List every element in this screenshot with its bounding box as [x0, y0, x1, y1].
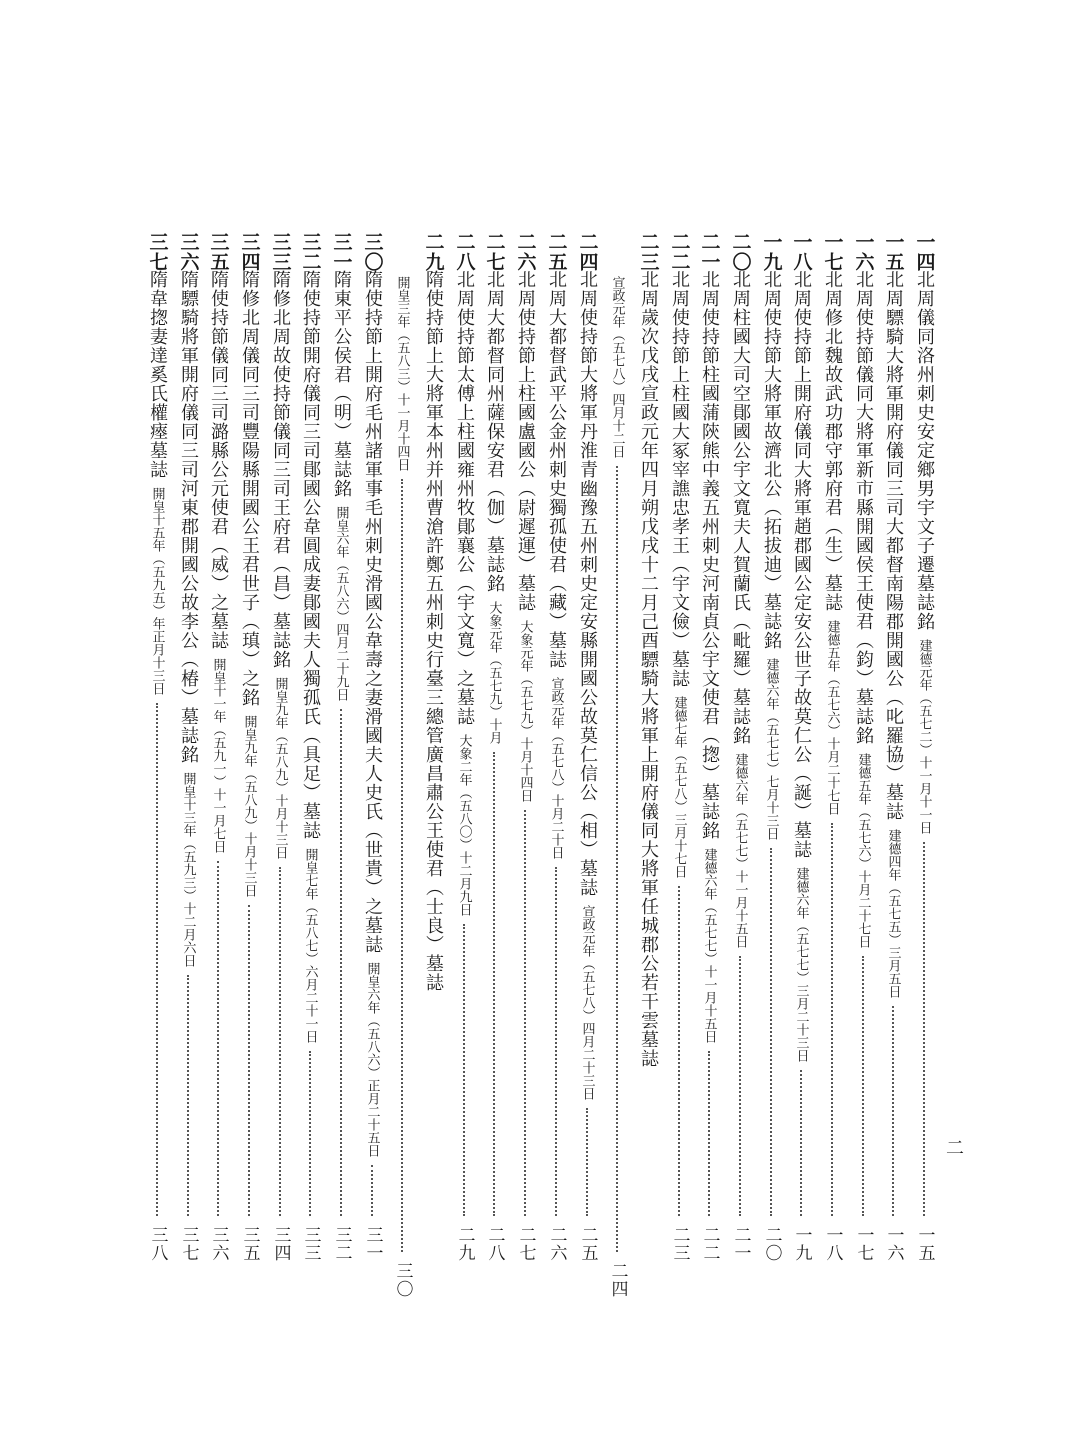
entry-date: 開皇七年（五八七）六月二十一日	[302, 848, 318, 1043]
dot-leader	[831, 823, 833, 1216]
dot-leader	[739, 956, 741, 1216]
entry-number: 三四	[238, 232, 261, 272]
dot-leader	[586, 1108, 588, 1216]
dot-leader	[463, 924, 465, 1216]
entry-number: 三〇	[361, 232, 384, 272]
entry-date: 建德四年（五七五）三月五日	[885, 829, 901, 998]
entry-date: 大象元年（五七九）十月十四日	[517, 620, 533, 802]
entry-page-number: 一五	[914, 1226, 935, 1262]
entry-number: 一四	[913, 232, 936, 272]
entry-page-number: 一七	[853, 1226, 874, 1262]
entry-date: 開皇十五年（五九五）年正月十三日	[149, 487, 165, 695]
dot-leader	[524, 810, 526, 1216]
entry-number: 二四	[576, 232, 599, 272]
entry-page-number: 二六	[546, 1226, 567, 1262]
dot-leader	[708, 1051, 710, 1216]
toc-entry	[450, 232, 478, 1262]
entry-page-number: 一六	[883, 1226, 904, 1262]
toc-entry	[726, 232, 754, 1262]
toc-entry	[910, 232, 938, 1262]
entry-number: 二二	[668, 232, 691, 272]
entry-title: 隋驃騎將軍開府儀同三司河東郡開國公故李公（椿）墓誌銘	[178, 270, 199, 764]
entry-number: 三七	[146, 232, 169, 272]
entry-number: 二六	[514, 232, 537, 272]
toc-entry	[879, 232, 907, 1262]
entry-date: 建德六年（五七七）三月二十三日	[793, 867, 809, 1062]
entry-title: 隋修北周故使持節儀同三司王府君（昌）墓誌銘	[270, 270, 291, 669]
entry-title: 北周使持節太傅上柱國雍州牧鄖襄公（宇文寬）之墓誌	[454, 270, 475, 726]
entry-title: 隋東平公侯君（明）墓誌銘	[331, 270, 352, 498]
entry-title: 北周使持節儀同大將軍新市縣開國侯王使君（鈞）墓誌銘	[853, 270, 874, 745]
entry-page-number: 二三	[669, 1226, 690, 1262]
entry-title: 隋使持節儀同三司潞縣公元使君（威）之墓誌	[208, 270, 229, 650]
entry-page-number: 二五	[577, 1226, 598, 1262]
entry-date: 大象二年（五八〇）十二月九日	[456, 734, 472, 916]
entry-title: 北周大都督武平公金州刺史獨孤使君（藏）墓誌	[546, 270, 567, 669]
entry-number: 二八	[453, 232, 476, 272]
toc-entry	[143, 232, 171, 1262]
toc-entry	[695, 232, 723, 1262]
dot-leader	[279, 867, 281, 1216]
dot-leader	[678, 886, 680, 1216]
dot-leader	[862, 956, 864, 1216]
entry-number: 三三	[269, 232, 292, 272]
entry-title: 北周柱國大司空鄖國公宇文寬夫人賀蘭氏（毗羅）墓誌銘	[730, 270, 751, 745]
entry-date: 建德七年（五七八）三月十七日	[671, 696, 687, 878]
toc-entry	[296, 232, 324, 1262]
entry-number: 三六	[177, 232, 200, 272]
entry-number: 一八	[790, 232, 813, 272]
toc-entry	[327, 232, 355, 1262]
dot-leader	[555, 867, 557, 1216]
toc-entry	[266, 232, 294, 1262]
entry-title: 北周使持節大將軍丹淮青幽豫五州刺史定安縣開國公故莫仁信公（相）墓誌	[577, 270, 598, 897]
page-folio: 二	[943, 1138, 964, 1156]
entry-title: 隋使持節上開府毛州諸軍事毛州刺史滑國公韋壽之妻滑國夫人史氏（世貴）之墓誌	[362, 270, 383, 954]
entry-title: 北周儀同洛州刺史安定鄉男宇文子遷墓誌銘	[914, 270, 935, 631]
entry-date: 開皇三年（五八三）十一月十四日	[394, 276, 410, 471]
dot-leader	[493, 752, 495, 1216]
entry-title: 隋使持節開府儀同三司鄖國公韋圓成妻鄖國夫人獨孤氏（具足）墓誌	[300, 270, 321, 840]
entry-number: 一五	[882, 232, 905, 272]
entry-number: 二九	[422, 232, 445, 272]
toc-entry	[757, 232, 785, 1262]
toc-entry	[480, 232, 508, 1262]
toc-entry	[358, 232, 386, 1262]
entry-number: 三二	[299, 232, 322, 272]
toc-entry	[665, 232, 693, 1262]
dot-leader	[923, 842, 925, 1216]
entry-number: 三五	[207, 232, 230, 272]
entry-date: 建德五年（五七六）十月二十七日	[824, 620, 840, 815]
dot-leader	[401, 479, 403, 1252]
entry-page-number: 三五	[239, 1226, 260, 1262]
dot-leader	[892, 1006, 894, 1216]
toc-entry	[511, 232, 539, 1262]
entry-date: 開皇十一年（五九一）十一月七日	[210, 658, 226, 853]
entry-page-number: 一九	[791, 1226, 812, 1262]
entry-title: 北周驃騎大將軍開府儀同三司大都督南陽郡開國公（叱羅協）墓誌	[883, 270, 904, 821]
toc-entry-continuation	[388, 268, 416, 1298]
dot-leader	[248, 905, 250, 1216]
toc-entry	[787, 232, 815, 1262]
toc-entry	[204, 232, 232, 1262]
toc-entry	[634, 232, 662, 1262]
entry-title: 北周歲次戊戌宣政元年四月朔戊戌十二月己酉驃騎大將軍上開府儀同大將軍任城郡公若干雲墓誌	[638, 270, 659, 1068]
entry-page-number: 三六	[208, 1226, 229, 1262]
entry-date: 宣政元年（五七八）四月十二日	[609, 276, 625, 458]
entry-page-number: 二二	[699, 1226, 720, 1262]
entry-date: 建德六年（五七七）十一月十五日	[732, 753, 748, 948]
entry-date: 宣政元年（五七八）十月二十日	[548, 677, 564, 859]
entry-date: 開皇九年（五八九）十月十三日	[241, 715, 257, 897]
entry-page-number: 二七	[515, 1226, 536, 1262]
entry-number: 二一	[698, 232, 721, 272]
entry-page-number: 二一	[730, 1226, 751, 1262]
entry-date: 建德六年（五七七）七月十三日	[763, 658, 779, 840]
entry-title: 隋修北周儀同三司豐陽縣開國公王君世子（瑱）之銘	[239, 270, 260, 707]
entry-page-number: 三二	[331, 1226, 352, 1262]
entry-number: 二三	[637, 232, 660, 272]
dot-leader	[187, 975, 189, 1216]
entry-page-number: 三八	[147, 1226, 168, 1262]
entry-title: 隋使持節上大將軍本州并州曹滄許鄭五州刺史行臺三總管廣昌肅公王使君（士良）墓誌	[423, 270, 444, 992]
entry-number: 二五	[545, 232, 568, 272]
entry-page-number: 二〇	[761, 1226, 782, 1262]
entry-title: 北周使持節上柱國大冢宰譙忠孝王（宇文儉）墓誌	[669, 270, 690, 688]
entry-date: 建德五年（五七六）十月二十七日	[855, 753, 871, 948]
toc-entry	[818, 232, 846, 1262]
entry-page-number: 二八	[484, 1226, 505, 1262]
dot-leader	[217, 861, 219, 1216]
entry-number: 一七	[821, 232, 844, 272]
entry-page-number: 二九	[454, 1226, 475, 1262]
entry-number: 三一	[330, 232, 353, 272]
toc-entry	[174, 232, 202, 1262]
entry-page-number: 三〇	[392, 1262, 413, 1298]
dot-leader	[340, 709, 342, 1216]
entry-title: 北周大都督同州薩保安君（伽）墓誌銘	[484, 270, 505, 593]
entry-page-number: 三一	[362, 1226, 383, 1262]
dot-leader	[770, 848, 772, 1216]
dot-leader	[156, 703, 158, 1216]
entry-page-number: 二四	[607, 1262, 628, 1298]
entry-date: 開皇六年（五八六）四月二十九日	[333, 506, 349, 701]
entry-title: 北周使持節大將軍故濟北公（拓拔迪）墓誌銘	[761, 270, 782, 650]
entry-number: 二〇	[729, 232, 752, 272]
entry-title: 北周使持節上柱國盧國公（尉遲運）墓誌	[515, 270, 536, 612]
toc-entry	[542, 232, 570, 1262]
entry-date: 建德元年（五七二）十一月十一日	[916, 639, 932, 834]
entry-title: 北周使持節柱國蒲陝熊中義五州刺史河南貞公宇文使君（揔）墓誌銘	[699, 270, 720, 840]
dot-leader	[800, 1070, 802, 1216]
entry-date: 開皇九年（五八九）十月十三日	[272, 677, 288, 859]
entry-date: 宣政元年（五七八）四月二十三日	[579, 905, 595, 1100]
entry-page-number: 三三	[300, 1226, 321, 1262]
entry-date: 開皇六年（五八六）正月二十五日	[364, 962, 380, 1157]
toc-entry	[849, 232, 877, 1262]
entry-title: 北周使持節上開府儀同大將軍趙郡國公定安公世子故莫仁公（誕）墓誌	[791, 270, 812, 859]
toc-entry	[573, 232, 601, 1262]
entry-page-number: 三四	[270, 1226, 291, 1262]
dot-leader	[616, 466, 618, 1252]
entry-page-number: 三七	[178, 1226, 199, 1262]
dot-leader	[371, 1165, 373, 1216]
entry-title: 北周修北魏故武功郡守郭府君（生）墓誌	[822, 270, 843, 612]
entry-date: 建德六年（五七七）十一月十五日	[701, 848, 717, 1043]
entry-date: 開皇十三年（五九三）十二月六日	[180, 772, 196, 967]
toc-entry-continuation	[603, 268, 631, 1298]
dot-leader	[309, 1051, 311, 1216]
entry-title: 隋韋揔妻達奚氏權瘞墓誌	[147, 270, 168, 479]
entry-number: 一九	[760, 232, 783, 272]
entry-number: 一六	[852, 232, 875, 272]
entry-page-number: 一八	[822, 1226, 843, 1262]
entry-number: 二七	[483, 232, 506, 272]
entry-date: 大象元年（五七九）十月	[486, 601, 502, 744]
toc-entry	[419, 232, 447, 1262]
toc-entry	[235, 232, 263, 1262]
